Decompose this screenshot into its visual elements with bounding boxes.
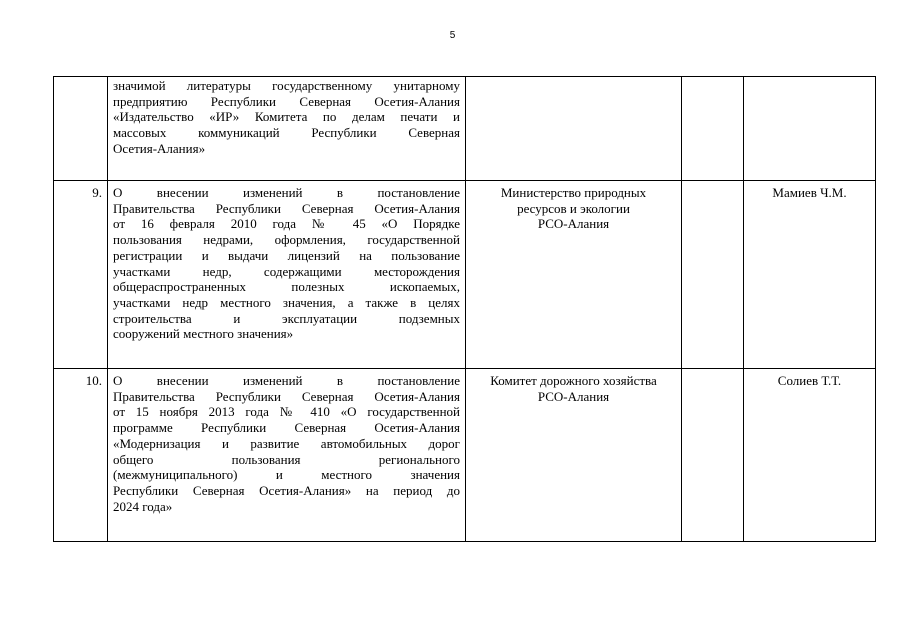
- row-number: 9.: [54, 181, 108, 369]
- row-responsible: Мамиев Ч.М.: [744, 181, 876, 369]
- title-line: участками недр, содержащими месторождения: [113, 263, 460, 279]
- table-row: [54, 77, 876, 181]
- title-line: «Издательство «ИР» Комитета по делам печати и: [113, 109, 460, 125]
- executor-line: РСО-Алания: [537, 388, 610, 404]
- title-line: пользования недрами, оформления, государственной: [113, 232, 460, 248]
- title-line: от 16 февраля 2010 года № 45 «О Порядке: [113, 216, 460, 232]
- title-line: массовых коммуникаций Республики Северная: [113, 125, 460, 141]
- executor-line: РСО-Алания: [537, 216, 610, 232]
- title-line: общераспространенных полезных ископаемых,: [113, 279, 460, 295]
- row-executor: [466, 77, 682, 181]
- title-line: О внесении изменений в постановление: [113, 373, 460, 388]
- title-line: Осетия-Алания»: [113, 140, 206, 156]
- title-line: значимой литературы государственному унитарному: [113, 78, 460, 93]
- row-term: [682, 369, 744, 542]
- row-number: 10.: [54, 369, 108, 542]
- title-line: Республики Северная Осетия-Алания» на период до: [113, 482, 460, 498]
- page-number: 5: [449, 30, 456, 41]
- title-line: участками недр местного значения, а также в целях: [113, 294, 460, 310]
- table-row: [54, 181, 876, 369]
- row-number: [54, 77, 108, 181]
- row-term: [682, 181, 744, 369]
- title-line: Правительства Республики Северная Осетия-Алания: [113, 388, 460, 404]
- title-line: программе Республики Северная Осетия-Алания: [113, 420, 460, 436]
- decree-table: [53, 76, 876, 542]
- row-title: [108, 77, 466, 181]
- row-title: [108, 181, 466, 369]
- title-line: предприятию Республики Северная Осетия-Алания: [113, 93, 460, 109]
- row-term: [682, 77, 744, 181]
- table-row: [54, 369, 876, 542]
- title-line: 2024 года»: [113, 498, 173, 514]
- title-line: сооружений местного значения»: [113, 326, 294, 342]
- title-line: «Модернизация и развитие автомобильных дорог: [113, 435, 460, 451]
- row-responsible: [744, 77, 876, 181]
- row-executor: [466, 181, 682, 369]
- executor-line: Комитет дорожного хозяйства: [490, 373, 657, 388]
- row-title: [108, 369, 466, 542]
- row-executor: [466, 369, 682, 542]
- row-responsible: Солиев Т.Т.: [744, 369, 876, 542]
- executor-line: ресурсов и экологии: [517, 200, 630, 216]
- title-line: регистрации и выдачи лицензий на пользование: [113, 247, 460, 263]
- title-line: строительства и эксплуатации подземных: [113, 310, 460, 326]
- title-line: общего пользования регионального: [113, 451, 460, 467]
- title-line: от 15 ноября 2013 года № 410 «О государственной: [113, 404, 460, 420]
- title-line: О внесении изменений в постановление: [113, 185, 460, 200]
- title-line: (межмуниципального) и местного значения: [113, 467, 460, 483]
- executor-line: Министерство природных: [500, 185, 647, 200]
- title-line: Правительства Республики Северная Осетия-Алания: [113, 200, 460, 216]
